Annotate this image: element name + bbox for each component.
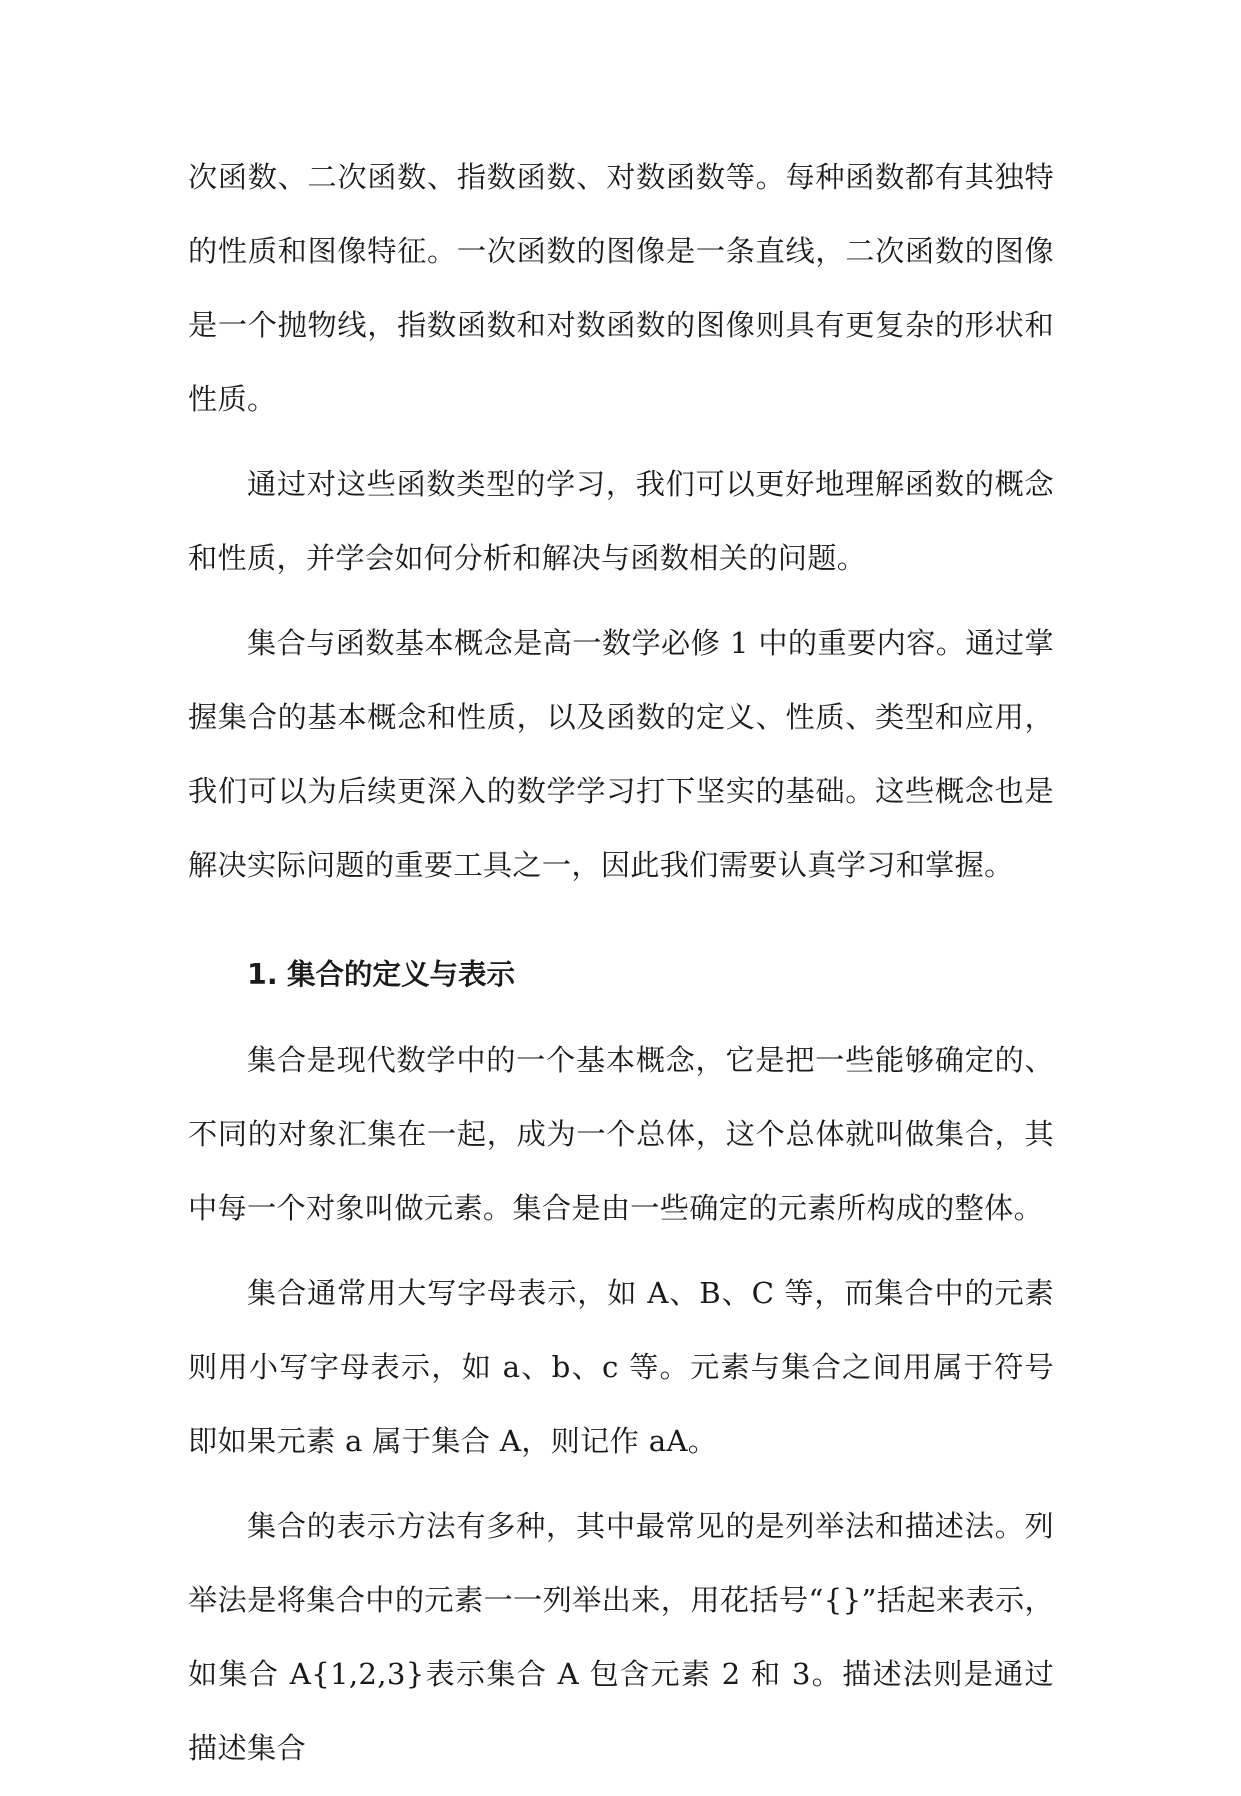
section-heading xyxy=(188,938,1054,1012)
paragraph-summary: 集合与函数基本概念是高一数学必修 1 中的重要内容。通过掌握集合的基本概念和性质，以及函数的定义、性质、类型和应用，我们可以为后续更深入的数学学习打下坚实的基础。这些概念也是解决实际问题的重要工具之一，因此我们需要认真学习和掌握。 xyxy=(188,626,1054,882)
paragraph-function-types: 次函数、二次函数、指数函数、对数函数等。每种函数都有其独特的性质和图像特征。一次函数的图像是一条直线，二次函数的图像是一个抛物线，指数函数和对数函数的图像则具有更复杂的形状和性质。 xyxy=(188,160,1054,416)
page-content xyxy=(188,140,1054,1796)
section-title: 集合的定义与表示 xyxy=(287,958,516,991)
paragraph-set-notation: 集合通常用大写字母表示，如 A、B、C 等，而集合中的元素则用小写字母表示，如 a、b、c 等。元素与集合之间用属于符号即如果元素 a 属于集合 A，则记作 aA。 xyxy=(188,1276,1054,1458)
paragraph-learning-benefit: 通过对这些函数类型的学习，我们可以更好地理解函数的概念和性质，并学会如何分析和解决与函数相关的问题。 xyxy=(188,467,1054,575)
section-number: 1. xyxy=(247,958,278,991)
paragraph-set-definition: 集合是现代数学中的一个基本概念，它是把一些能够确定的、不同的对象汇集在一起，成为一个总体，这个总体就叫做集合，其中每一个对象叫做元素。集合是由一些确定的元素所构成的整体。 xyxy=(188,1043,1054,1225)
paragraph-set-representation: 集合的表示方法有多种，其中最常见的是列举法和描述法。列举法是将集合中的元素一一列举出来，用花括号“{}”括起来表示，如集合 A{1,2,3}表示集合 A 包含元素 2 和 3。描述法则是通过描述集合 xyxy=(188,1509,1054,1765)
